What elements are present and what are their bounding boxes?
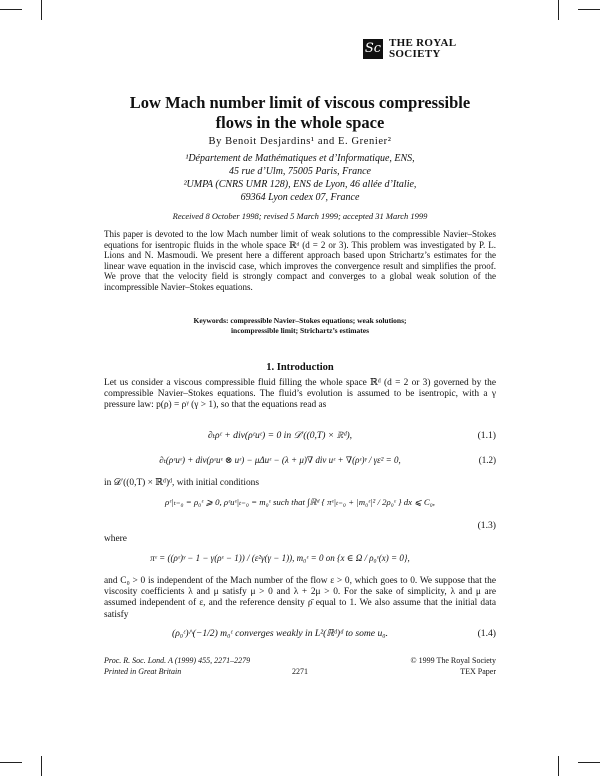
equation-1-3 [104, 497, 496, 511]
royal-society-logo-icon: Sc [363, 39, 383, 59]
received-dates: Received 8 October 1998; revised 5 March 1999; accepted 31 March 1999 [172, 211, 428, 221]
equation-1-4 [104, 628, 496, 642]
crop-mark-top-right-h [578, 9, 600, 10]
equation-1-2-number: (1.2) [478, 455, 496, 465]
equation-pi-body: πᵋ = ((ρᵋ)ᵞ − 1 − γ(ρᵋ − 1)) / (ε²γ(γ − 1)), m₀ᵋ = 0 on {x ∈ Ω / ρ₀ᵋ(x) = 0}, [150, 553, 410, 563]
affiliation-line: ²UMPA (CNRS UMR 128), ENS de Lyon, 46 allée d’Italie, [183, 179, 417, 190]
intro-paragraph: Let us consider a viscous compressible fluid filling the whole space ℝᵈ (d = 2 or 3) governed by the compressible Navier–Stokes equations. The fluid’s evolution is assumed to be isentropic, with a γ pressure law: p(ρ) = ρᵞ (γ > 1), so that the equations read as [104, 378, 496, 411]
tex-paper: TEX Paper [460, 667, 496, 676]
equation-1-3-number: (1.3) [477, 520, 496, 531]
affiliation-line: 45 rue d’Ulm, 75005 Paris, France [229, 166, 371, 177]
title-line1: Low Mach number limit of viscous compressible [129, 93, 471, 112]
equation-1-3-body: ρᵋ|ₜ₌₀ = ρ₀ᵋ ⩾ 0, ρᵋuᵋ|ₜ₌₀ = m₀ᵋ such that ∫ℝᵈ { πᵋ|ₜ₌₀ + |m₀ᵋ|² / 2ρ₀ᵋ } dx ⩽ C₀, [165, 497, 435, 507]
equation-1-2 [104, 455, 496, 469]
abstract: This paper is devoted to the low Mach number limit of weak solutions to the compressible Navier–Stokes equations for isentropic fluids in the whole space ℝᵈ (d = 2 or 3). This problem was investigated by P. L. Lions and N. Masmoudi. We present here a different approach based upon Strichartz’s estimates for the linear wave equation in the inviscid case, which improves the convergence result and simplifies the proof. We prove that the velocity field is strongly compact and converges to a global weak solution of the incompressible Navier–Stokes equations. [104, 229, 496, 292]
crop-mark-top-right-v [558, 0, 559, 20]
affiliation-line: 69364 Lyon cedex 07, France [240, 192, 360, 203]
royal-society-logo [363, 38, 456, 60]
royal-society-logo-text [389, 38, 456, 60]
logo-line2: SOCIETY [389, 48, 441, 60]
journal-reference: Proc. R. Soc. Lond. A (1999) 455, 2271–2279 [104, 656, 251, 665]
affiliations [60, 152, 540, 204]
equation-1-4-number: (1.4) [477, 628, 496, 639]
logo-line1: THE ROYAL [389, 37, 457, 49]
where-text: where [104, 534, 127, 544]
keywords [104, 316, 496, 336]
initial-conditions-text: in 𝒟′((0,T) × ℝᵈ)ᵈ, with initial conditions [104, 478, 259, 488]
affiliation-line: ¹Département de Mathématiques et d’Informatique, ENS, [185, 153, 415, 164]
equation-1-1 [104, 430, 496, 444]
crop-mark-top-left-v [41, 0, 42, 20]
authors: By Benoit Desjardins¹ and E. Grenier² [208, 136, 392, 147]
copyright: © 1999 The Royal Society [410, 656, 496, 665]
keywords-line2: incompressible limit; Strichartz’s estimates [230, 326, 370, 335]
crop-mark-bottom-left-h [0, 762, 22, 763]
section-heading: 1. Introduction [266, 362, 334, 373]
equation-1-1-number: (1.1) [477, 430, 496, 441]
page-number: 2271 [292, 667, 308, 676]
assumptions-paragraph: and C₀ > 0 is independent of the Mach number of the flow ε > 0, which goes to 0. We suppose that the viscosity coefficients λ and μ satisfy μ > 0 and λ + 2μ > 0. For the sake of simplicity, λ and μ are assumed independent of ε, and the reference density ρ̄ equal to 1. We also assume that the initial data satisfy [104, 576, 496, 620]
paper-title [60, 93, 540, 133]
crop-mark-bottom-right-v [558, 756, 559, 776]
crop-mark-bottom-left-v [41, 756, 42, 776]
keywords-line1: Keywords: compressible Navier–Stokes equations; weak solutions; [193, 316, 407, 325]
title-line2: flows in the whole space [215, 113, 385, 132]
equation-1-3-number-row [104, 520, 496, 534]
crop-mark-top-left-h [0, 9, 22, 10]
equation-pi [104, 553, 496, 567]
equation-1-1-body: ∂ₜρᵋ + div(ρᵋuᵋ) = 0 in 𝒟′((0,T) × ℝᵈ), [207, 430, 353, 441]
equation-1-2-body: ∂ₜ(ρᵋuᵋ) + div(ρᵋuᵋ ⊗ uᵋ) − μΔuᵋ − (λ + μ)∇ div uᵋ + ∇(ρᵋ)ᵞ / γε² = 0, [159, 455, 401, 465]
equation-1-4-body: (ρ₀ᵋ)^(−1/2) m₀ᵋ converges weakly in L²(ℝᵈ)ᵈ to some u₀. [172, 628, 388, 639]
printed-in: Printed in Great Britain [104, 667, 182, 676]
crop-mark-bottom-right-h [578, 762, 600, 763]
